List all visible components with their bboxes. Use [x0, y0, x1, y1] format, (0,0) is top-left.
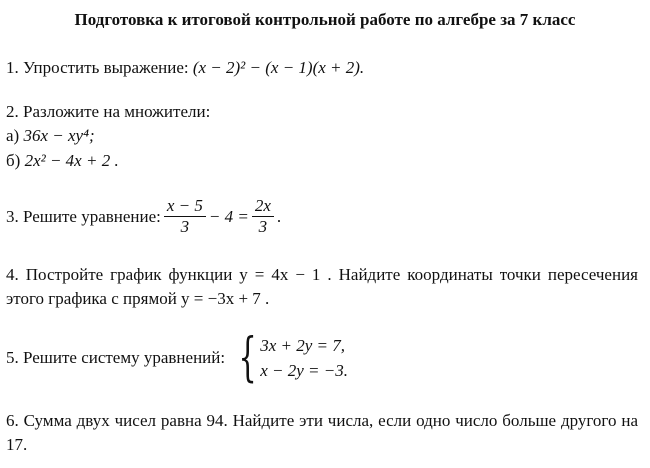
task-2b	[6, 151, 119, 171]
task-1-expression: (x − 2)² − (x − 1)(x + 2).	[192, 58, 365, 77]
equation-system	[231, 328, 348, 388]
task-2	[6, 102, 210, 122]
task-2a	[6, 126, 95, 146]
task-4: 4. Постройте график функции y = 4x − 1 . Найдите координаты точки пересечения этого графика с прямой y = −3x + 7 .	[6, 265, 638, 308]
system-lines	[260, 333, 348, 383]
task-3	[6, 196, 281, 237]
task-2-text: 2. Разложите на множители:	[6, 102, 211, 121]
task-2a-label: а)	[6, 126, 20, 145]
task-6: 6. Сумма двух чисел равна 94. Найдите эти числа, если одно число больше другого на 17.	[6, 411, 638, 454]
fraction-denominator: 3	[258, 217, 268, 236]
task-3-middle: − 4 =	[208, 206, 249, 226]
task-2a-expression: 36x − xy⁴;	[23, 126, 95, 145]
left-brace-icon: {	[238, 328, 257, 388]
task-1-text: 1. Упростить выражение:	[6, 58, 189, 77]
page-title: Подготовка к итоговой контрольной работе по алгебре за 7 класс	[74, 10, 576, 29]
task-1	[6, 58, 364, 78]
fraction-numerator: x − 5	[164, 196, 206, 217]
task-2b-expression: 2x² − 4x + 2 .	[24, 151, 119, 170]
task-3-fraction-right	[252, 196, 274, 237]
system-equation-2: x − 2y = −3.	[260, 361, 348, 380]
task-5	[6, 328, 348, 388]
system-equation-1: 3x + 2y = 7,	[260, 336, 345, 355]
task-3-text: 3. Решите уравнение:	[6, 206, 161, 226]
fraction-numerator: 2x	[252, 196, 274, 217]
task-3-end: .	[276, 206, 282, 226]
fraction-denominator: 3	[180, 217, 190, 236]
task-5-text: 5. Решите систему уравнений:	[6, 348, 226, 367]
task-3-fraction-left	[164, 196, 206, 237]
task-2b-label: б)	[6, 151, 21, 170]
